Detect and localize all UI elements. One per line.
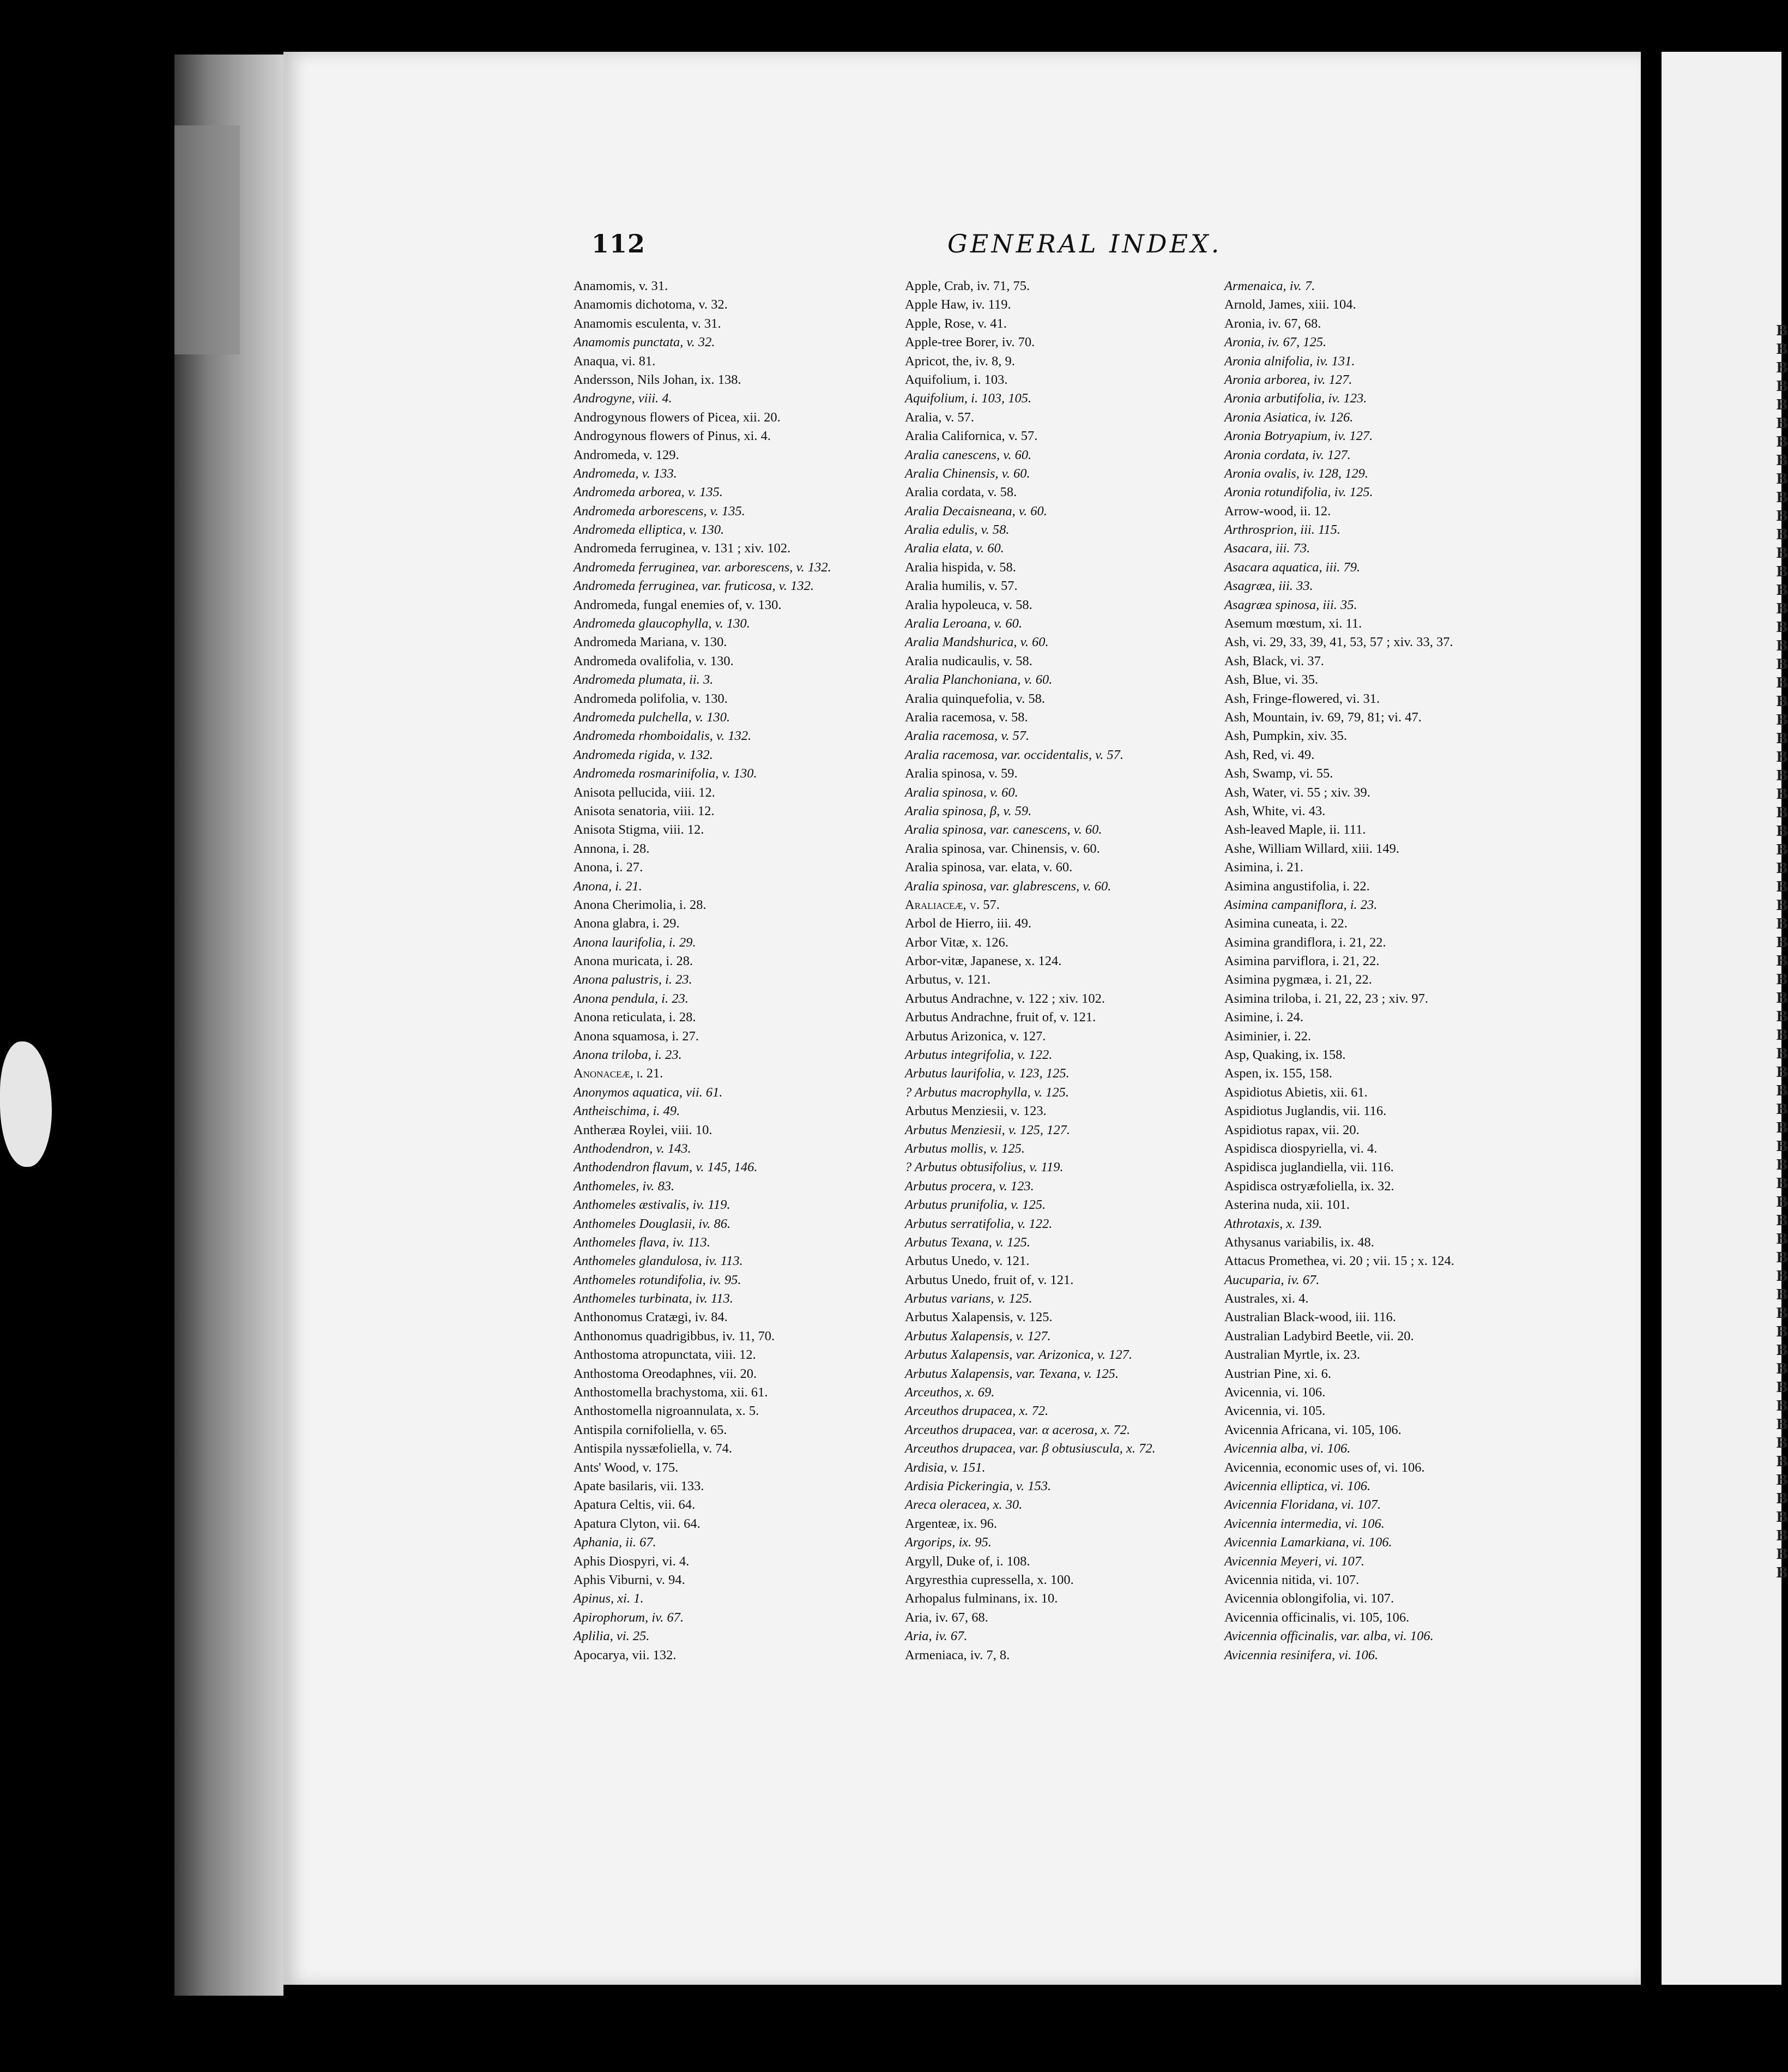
index-entry: Aronia cordata, iv. 127. <box>1224 447 1351 462</box>
index-entry: Anona, i. 21. <box>573 878 642 894</box>
index-entry: Aralia hypoleuca, v. 58. <box>905 597 1032 612</box>
index-entry: Arbutus Xalapensis, v. 125. <box>905 1310 1053 1325</box>
index-entry: Arceuthos drupacea, x. 72. <box>905 1404 1049 1419</box>
index-entry: Anthostoma Oreodaphnes, vii. 20. <box>573 1366 757 1381</box>
index-entry: Asimina parviflora, i. 21, 22. <box>1224 954 1380 969</box>
facing-page-letter: B <box>1776 378 1788 395</box>
index-entry: Arbutus prunifolia, v. 125. <box>905 1197 1046 1213</box>
index-entry: Asagræa, iii. 33. <box>1224 579 1313 594</box>
index-entry: Apricot, the, iv. 8, 9. <box>905 353 1015 369</box>
index-entry: Apple-tree Borer, iv. 70. <box>905 335 1035 350</box>
index-entry: Ash, Mountain, iv. 69, 79, 81; vi. 47. <box>1224 709 1422 725</box>
index-column-1 <box>573 277 831 1665</box>
index-entry: Aralia racemosa, var. occidentalis, v. 57. <box>905 747 1124 762</box>
facing-page-letter: B <box>1776 1454 1788 1470</box>
index-entry: Ash, Water, vi. 55 ; xiv. 39. <box>1224 785 1370 800</box>
index-entry: Asterina nuda, xii. 101. <box>1224 1197 1350 1213</box>
index-entry: Australian Ladybird Beetle, vii. 20. <box>1224 1328 1414 1344</box>
facing-page-letter: B <box>1776 694 1788 710</box>
index-entry: Apple, Crab, iv. 71, 75. <box>905 279 1030 293</box>
index-entry: Aquifolium, i. 103. <box>905 372 1008 387</box>
index-entry: Aronia, iv. 67, 68. <box>1224 316 1321 331</box>
index-entry: Anona glabra, i. 29. <box>573 916 680 931</box>
facing-page-letter: B <box>1776 1361 1788 1377</box>
index-entry: Aralia spinosa, var. elata, v. 60. <box>905 860 1073 875</box>
index-entry: Aralia Leroana, v. 60. <box>905 616 1023 631</box>
index-entry: Anthomeles Douglasii, iv. 86. <box>573 1216 731 1231</box>
index-entry: Aronia Asiatica, iv. 126. <box>1224 409 1354 425</box>
index-entry: Ashe, William Willard, xiii. 149. <box>1224 841 1400 856</box>
index-entry: Aronia ovalis, iv. 128, 129. <box>1224 466 1369 481</box>
index-entry: Ash, White, vi. 43. <box>1224 803 1326 818</box>
index-entry: Anthostomella brachystoma, xii. 61. <box>573 1385 768 1400</box>
index-entry: Avicennia elliptica, vi. 106. <box>1224 1479 1371 1493</box>
facing-page-letter: B <box>1776 1435 1788 1451</box>
facing-page-letter: B <box>1776 1268 1788 1285</box>
index-entry: Aralia Chinensis, v. 60. <box>905 466 1030 481</box>
facing-page-letter: B <box>1776 860 1788 877</box>
index-entry: Austrian Pine, xi. 6. <box>1224 1366 1331 1381</box>
index-entry: Andromeda ferruginea, v. 131 ; xiv. 102. <box>573 541 791 556</box>
index-entry: Andromeda plumata, ii. 3. <box>573 672 714 688</box>
scan-artifact <box>0 1041 52 1167</box>
index-entry: Avicennia Africana, vi. 105, 106. <box>1224 1422 1402 1437</box>
facing-page-letter: B <box>1776 1194 1788 1210</box>
facing-page-letter: B <box>1776 1287 1788 1303</box>
facing-page-letter: B <box>1776 805 1788 821</box>
index-entry: Anisota pellucida, viii. 12. <box>573 785 715 800</box>
facing-page-letter: B <box>1776 490 1788 506</box>
index-entry: Andromeda ferruginea, var. fruticosa, v. 132. <box>573 579 814 594</box>
index-entry: Avicennia oblongifolia, vi. 107. <box>1224 1591 1394 1606</box>
facing-page-edge <box>1662 52 1788 1985</box>
facing-page-letter: B <box>1776 1417 1788 1433</box>
index-entry: Athysanus variabilis, ix. 48. <box>1224 1234 1374 1250</box>
facing-page-letter: B <box>1776 916 1788 932</box>
index-entry: Ash, Red, vi. 49. <box>1224 747 1315 762</box>
index-entry: Aralia racemosa, v. 58. <box>905 709 1028 725</box>
facing-page-letter: B <box>1776 898 1788 914</box>
index-entry: Ash, Pumpkin, xiv. 35. <box>1224 728 1348 744</box>
index-entry: Apple, Rose, v. 41. <box>905 316 1007 331</box>
index-entry: Andromeda glaucophylla, v. 130. <box>573 616 750 631</box>
index-entry: Australian Black-wood, iii. 116. <box>1224 1310 1396 1325</box>
index-entry: Anthomeles turbinata, iv. 113. <box>573 1291 734 1306</box>
index-entry: Anona laurifolia, i. 29. <box>573 935 696 950</box>
index-entry: Aplilia, vi. 25. <box>573 1629 650 1644</box>
index-entry: Avicennia officinalis, var. alba, vi. 106. <box>1224 1629 1434 1644</box>
facing-page-letter: B <box>1776 434 1788 450</box>
index-entry: Asimina, i. 21. <box>1224 860 1303 875</box>
facing-page-letter: B <box>1776 953 1788 969</box>
index-entry: Aspen, ix. 155, 158. <box>1224 1066 1333 1081</box>
index-entry: Armeniaca, iv. 7, 8. <box>905 1647 1010 1663</box>
index-entry: Aronia arborea, iv. 127. <box>1224 372 1352 387</box>
index-entry: Arbutus Menziesii, v. 123. <box>905 1104 1047 1119</box>
index-entry: Apatura Celtis, vii. 64. <box>573 1497 696 1513</box>
index-entry: Antheræa Roylei, viii. 10. <box>573 1122 712 1137</box>
index-entry: Ash, Blue, vi. 35. <box>1224 672 1319 688</box>
index-entry: Apocarya, vii. 132. <box>573 1647 676 1663</box>
facing-page-letter: B <box>1776 1565 1788 1581</box>
index-entry: Aucuparia, iv. 67. <box>1224 1272 1320 1287</box>
index-entry: Arbutus Menziesii, v. 125, 127. <box>905 1122 1071 1137</box>
index-entry: Aralia Decaisneana, v. 60. <box>905 503 1047 519</box>
index-entry: Anthomeles glandulosa, iv. 113. <box>573 1254 743 1269</box>
index-entry: Asimina campaniflora, i. 23. <box>1224 897 1378 912</box>
index-entry: Avicennia intermedia, vi. 106. <box>1224 1516 1385 1531</box>
index-entry: Aspidiotus rapax, vii. 20. <box>1224 1122 1360 1137</box>
index-entry: Andromeda ovalifolia, v. 130. <box>573 653 734 668</box>
index-entry: Andromeda, v. 133. <box>573 466 677 481</box>
index-entry: Arbutus Xalapensis, v. 127. <box>905 1328 1051 1344</box>
index-entry: Arbutus Xalapensis, var. Texana, v. 125. <box>905 1366 1119 1381</box>
index-entry: Ash, Black, vi. 37. <box>1224 653 1325 668</box>
facing-page-letter: B <box>1776 1380 1788 1396</box>
facing-page-letter: B <box>1776 1324 1788 1340</box>
index-entry: Anamomis, v. 31. <box>573 279 668 293</box>
index-entry: Aralia, v. 57. <box>905 409 974 425</box>
index-entry: Aria, iv. 67, 68. <box>905 1610 988 1625</box>
index-entry: Avicennia Meyeri, vi. 107. <box>1224 1553 1365 1569</box>
index-entry: Arbor Vitæ, x. 126. <box>905 935 1008 950</box>
index-entry: Asimina triloba, i. 21, 22, 23 ; xiv. 97. <box>1224 991 1429 1006</box>
index-entry: ? Arbutus obtusifolius, v. 119. <box>905 1160 1064 1175</box>
facing-page-letter: B <box>1776 471 1788 487</box>
index-entry: Anthomeles rotundifolia, iv. 95. <box>573 1272 741 1287</box>
index-entry: Anthostoma atropunctata, viii. 12. <box>573 1347 756 1363</box>
index-entry: Anona reticulata, i. 28. <box>573 1010 696 1025</box>
index-entry: Avicennia, vi. 105. <box>1224 1404 1326 1419</box>
facing-page-letter: B <box>1776 1342 1788 1359</box>
index-entry: Anona squamosa, i. 27. <box>573 1028 699 1044</box>
facing-page-letter: B <box>1776 415 1788 432</box>
facing-page-letter: B <box>1776 564 1788 580</box>
facing-page-letter: B <box>1776 786 1788 803</box>
spine-shadow <box>174 125 240 354</box>
index-entry: Anona Cherimolia, i. 28. <box>573 897 706 912</box>
index-entry: Aralia Californica, v. 57. <box>905 429 1038 444</box>
facing-page-letter: B <box>1776 1305 1788 1322</box>
index-entry: Anamomis dichotoma, v. 32. <box>573 297 728 312</box>
index-entry: Anona palustris, i. 23. <box>573 972 692 987</box>
index-entry: Arbor-vitæ, Japanese, x. 124. <box>905 954 1062 969</box>
index-entry: Arthrosprion, iii. 115. <box>1224 522 1341 538</box>
facing-page-letter: B <box>1776 768 1788 784</box>
index-entry: Avicennia, vi. 106. <box>1224 1385 1326 1400</box>
index-entry: Arceuthos drupacea, var. β obtusiuscula, x. 72. <box>905 1441 1156 1456</box>
index-entry: Andersson, Nils Johan, ix. 138. <box>573 372 741 387</box>
index-entry: Andromeda ferruginea, var. arborescens, v. 132. <box>573 559 831 575</box>
index-entry: Aquifolium, i. 103, 105. <box>905 391 1032 406</box>
facing-page-letter: B <box>1776 1213 1788 1229</box>
index-entry: Aralia spinosa, β, v. 59. <box>905 803 1032 818</box>
index-entry: Asacara aquatica, iii. 79. <box>1224 559 1361 575</box>
index-entry: Arbutus serratifolia, v. 122. <box>905 1216 1053 1231</box>
index-entry: Avicennia nitida, vi. 107. <box>1224 1572 1360 1587</box>
facing-page-letter: B <box>1776 619 1788 636</box>
index-entry: Aspidiotus Abietis, xii. 61. <box>1224 1085 1368 1100</box>
index-entry: Apirophorum, iv. 67. <box>573 1610 684 1625</box>
index-entry: Antispila nyssæfoliella, v. 74. <box>573 1441 733 1456</box>
index-entry: Ash, Swamp, vi. 55. <box>1224 766 1333 781</box>
facing-page-letter: B <box>1776 1157 1788 1173</box>
index-entry: Ash, Fringe-flowered, vi. 31. <box>1224 691 1380 706</box>
index-entry: Andromeda rhomboidalis, v. 132. <box>573 728 752 744</box>
index-entry: Avicennia alba, vi. 106. <box>1224 1441 1351 1456</box>
index-entry: Avicennia Floridana, vi. 107. <box>1224 1497 1381 1513</box>
index-entry: Andromeda elliptica, v. 130. <box>573 522 724 538</box>
index-entry: Aralia cordata, v. 58. <box>905 485 1017 500</box>
facing-page-letter: B <box>1776 1064 1788 1081</box>
index-entry: Anisota senatoria, viii. 12. <box>573 803 715 818</box>
index-entry: Aralia spinosa, v. 59. <box>905 766 1018 781</box>
index-entry: Aralia humilis, v. 57. <box>905 579 1018 594</box>
index-entry: Arbutus procera, v. 123. <box>905 1178 1034 1194</box>
index-entry: Asacara, iii. 73. <box>1224 541 1310 556</box>
index-entry: Australes, xi. 4. <box>1224 1291 1309 1306</box>
facing-page-letter: B <box>1776 1139 1788 1155</box>
facing-page-letter: B <box>1776 990 1788 1007</box>
index-entry: Arbutus, v. 121. <box>905 972 990 987</box>
index-entry: Anthodendron, v. 143. <box>573 1141 691 1156</box>
facing-page-letter: B <box>1776 1472 1788 1489</box>
index-entry: Anamomis esculenta, v. 31. <box>573 316 721 331</box>
index-entry: Anthostomella nigroannulata, x. 5. <box>573 1404 759 1419</box>
index-entry: Avicennia officinalis, vi. 105, 106. <box>1224 1610 1410 1625</box>
index-entry: Anthodendron flavum, v. 145, 146. <box>573 1160 758 1175</box>
index-entry: Aralia Planchoniana, v. 60. <box>905 672 1053 688</box>
index-entry: Apple Haw, iv. 119. <box>905 297 1011 312</box>
index-entry: Apate basilaris, vii. 133. <box>573 1479 704 1493</box>
index-entry: Argyresthia cupressella, x. 100. <box>905 1572 1074 1587</box>
index-entry: Androgyne, viii. 4. <box>573 391 672 406</box>
index-entry: Aralia canescens, v. 60. <box>905 447 1032 462</box>
facing-page-letter: B <box>1776 823 1788 840</box>
index-entry: Arbutus Unedo, v. 121. <box>905 1254 1030 1269</box>
index-entry: Attacus Promethea, vi. 20 ; vii. 15 ; x. 124. <box>1224 1254 1454 1269</box>
index-entry: Anonaceæ, i. 21. <box>573 1066 663 1081</box>
index-entry: Areca oleracea, x. 30. <box>905 1497 1023 1513</box>
facing-page-letter: B <box>1776 1398 1788 1414</box>
index-entry: Asiminier, i. 22. <box>1224 1028 1311 1044</box>
index-entry: Arbol de Hierro, iii. 49. <box>905 916 1032 931</box>
facing-page-letters <box>1776 322 1788 1582</box>
index-entry: Ants' Wood, v. 175. <box>573 1460 679 1475</box>
index-entry: Argyll, Duke of, i. 108. <box>905 1553 1030 1569</box>
index-entry: Asagræa spinosa, iii. 35. <box>1224 597 1357 612</box>
index-entry: Arbutus Unedo, fruit of, v. 121. <box>905 1272 1074 1287</box>
index-entry: Androgynous flowers of Picea, xii. 20. <box>573 409 781 425</box>
index-entry: Aralia nudicaulis, v. 58. <box>905 653 1032 668</box>
index-entry: Aralia Mandshurica, v. 60. <box>905 635 1049 650</box>
facing-page-letter: B <box>1776 1083 1788 1099</box>
page-number: 112 <box>591 229 646 258</box>
index-entry: Aralia spinosa, var. canescens, v. 60. <box>905 822 1102 838</box>
facing-page-letter: B <box>1776 656 1788 673</box>
index-entry: Anisota Stigma, viii. 12. <box>573 822 704 838</box>
index-entry: Aronia rotundifolia, iv. 125. <box>1224 485 1373 500</box>
index-entry: Aronia arbutifolia, iv. 123. <box>1224 391 1367 406</box>
index-entry: Apatura Clyton, vii. 64. <box>573 1516 700 1531</box>
index-entry: Arnold, James, xiii. 104. <box>1224 297 1356 312</box>
index-entry: Aralia spinosa, v. 60. <box>905 785 1018 800</box>
index-entry: Arbutus integrifolia, v. 122. <box>905 1047 1053 1063</box>
facing-page-letter: B <box>1776 1120 1788 1136</box>
facing-page-letter: B <box>1776 879 1788 895</box>
index-entry: Annona, i. 28. <box>573 841 650 856</box>
facing-page-letter: B <box>1776 712 1788 728</box>
index-entry: Arrow-wood, ii. 12. <box>1224 503 1331 519</box>
index-entry: Arbutus Andrachne, v. 122 ; xiv. 102. <box>905 991 1105 1006</box>
facing-page-letter: B <box>1776 1231 1788 1248</box>
facing-page-letter: B <box>1776 360 1788 376</box>
index-entry: Aphis Viburni, v. 94. <box>573 1572 685 1587</box>
index-entry: Anona triloba, i. 23. <box>573 1047 682 1063</box>
facing-page-letter: B <box>1776 1101 1788 1118</box>
facing-page-letter: B <box>1776 731 1788 747</box>
facing-page-letter: B <box>1776 1009 1788 1025</box>
index-entry: Asemum mœstum, xi. 11. <box>1224 616 1362 631</box>
index-entry: Apinus, xi. 1. <box>573 1591 644 1606</box>
index-entry: Anamomis punctata, v. 32. <box>573 335 715 350</box>
index-entry: Athrotaxis, x. 139. <box>1224 1216 1322 1231</box>
index-entry: Aralia quinquefolia, v. 58. <box>905 691 1045 706</box>
index-entry: Aspidisca juglandiella, vii. 116. <box>1224 1160 1394 1175</box>
index-entry: Argorips, ix. 95. <box>905 1535 992 1550</box>
facing-page-letter: B <box>1776 972 1788 988</box>
index-entry: Anona, i. 27. <box>573 860 643 875</box>
facing-page-letter: B <box>1776 601 1788 617</box>
index-entry: Avicennia Lamarkiana, vi. 106. <box>1224 1535 1392 1550</box>
facing-page-letter: B <box>1776 397 1788 413</box>
index-entry: Arbutus varians, v. 125. <box>905 1291 1032 1306</box>
facing-page-letter: B <box>1776 341 1788 358</box>
facing-page-letter: B <box>1776 1176 1788 1192</box>
facing-page-letter: B <box>1776 582 1788 599</box>
facing-page-letter: B <box>1776 545 1788 562</box>
facing-page-letter: B <box>1776 508 1788 525</box>
index-entry: Arbutus Texana, v. 125. <box>905 1234 1031 1250</box>
index-entry: Aralia elata, v. 60. <box>905 541 1004 556</box>
index-entry: Androgynous flowers of Pinus, xi. 4. <box>573 429 771 444</box>
index-entry: Ash, vi. 29, 33, 39, 41, 53, 57 ; xiv. 33, 37. <box>1224 635 1453 650</box>
index-entry: Anaqua, vi. 81. <box>573 353 656 369</box>
facing-page-letter: B <box>1776 1528 1788 1544</box>
index-entry: Anthonomus quadrigibbus, iv. 11, 70. <box>573 1328 775 1344</box>
index-entry: Aphania, ii. 67. <box>573 1535 656 1550</box>
index-entry: Aria, iv. 67. <box>905 1629 968 1644</box>
index-entry: Anonymos aquatica, vii. 61. <box>573 1085 723 1100</box>
index-entry: Asimina pygmæa, i. 21, 22. <box>1224 972 1372 987</box>
facing-page-letter: B <box>1776 1491 1788 1507</box>
index-entry: ? Arbutus macrophylla, v. 125. <box>905 1085 1070 1100</box>
index-entry: Asp, Quaking, ix. 158. <box>1224 1047 1346 1063</box>
index-entry: Andromeda rigida, v. 132. <box>573 747 713 762</box>
index-entry: Arbutus Xalapensis, var. Arizonica, v. 127. <box>905 1347 1132 1363</box>
index-entry: Aralia spinosa, var. Chinensis, v. 60. <box>905 841 1100 856</box>
index-entry: Anthomeles flava, iv. 113. <box>573 1234 710 1250</box>
index-entry: Ardisia Pickeringia, v. 153. <box>905 1479 1052 1493</box>
index-entry: Andromeda pulchella, v. 130. <box>573 709 730 725</box>
index-entry: Asimina grandiflora, i. 21, 22. <box>1224 935 1386 950</box>
index-entry: Anthonomus Cratægi, iv. 84. <box>573 1310 728 1325</box>
index-entry: Asimina angustifolia, i. 22. <box>1224 878 1370 894</box>
facing-page-letter: B <box>1776 323 1788 339</box>
index-column-2 <box>905 277 1156 1665</box>
index-entry: Aspidisca diospyriella, vi. 4. <box>1224 1141 1378 1156</box>
index-entry: Anona muricata, i. 28. <box>573 954 693 969</box>
index-entry: Antheischima, i. 49. <box>573 1104 680 1119</box>
index-entry: Araliaceæ, v. 57. <box>905 897 1000 912</box>
index-entry: Andromeda, v. 129. <box>573 447 679 462</box>
index-entry: Aspidiotus Juglandis, vii. 116. <box>1224 1104 1387 1119</box>
index-entry: Aronia Botryapium, iv. 127. <box>1224 429 1373 444</box>
facing-page-letter: B <box>1776 1546 1788 1563</box>
facing-page-letter: B <box>1776 527 1788 543</box>
index-entry: Andromeda arborescens, v. 135. <box>573 503 745 519</box>
index-entry: Andromeda polifolia, v. 130. <box>573 691 728 706</box>
index-entry: Andromeda, fungal enemies of, v. 130. <box>573 597 782 612</box>
index-entry: Arbutus Arizonica, v. 127. <box>905 1028 1046 1044</box>
facing-page-letter: B <box>1776 935 1788 951</box>
index-entry: Aronia alnifolia, iv. 131. <box>1224 353 1355 369</box>
index-entry: Arhopalus fulminans, ix. 10. <box>905 1591 1058 1606</box>
index-entry: Asimina cuneata, i. 22. <box>1224 916 1348 931</box>
index-entry: Avicennia, economic uses of, vi. 106. <box>1224 1460 1425 1475</box>
index-entry: Andromeda rosmarinifolia, v. 130. <box>573 766 757 781</box>
index-entry: Avicennia resinifera, vi. 106. <box>1224 1647 1379 1663</box>
index-entry: Andromeda arborea, v. 135. <box>573 485 723 500</box>
index-entry: Antispila cornifoliella, v. 65. <box>573 1422 727 1437</box>
index-entry: Ash-leaved Maple, ii. 111. <box>1224 822 1366 838</box>
index-entry: Anthomeles, iv. 83. <box>573 1178 675 1194</box>
index-entry: Arceuthos, x. 69. <box>905 1385 995 1400</box>
page-title: GENERAL INDEX. <box>947 229 1222 258</box>
index-entry: Anthomeles æstivalis, iv. 119. <box>573 1197 730 1213</box>
index-entry: Asimine, i. 24. <box>1224 1010 1303 1025</box>
index-entry: Aralia edulis, v. 58. <box>905 522 1010 538</box>
index-entry: Aralia racemosa, v. 57. <box>905 728 1030 744</box>
index-entry: Ardisia, v. 151. <box>905 1460 986 1475</box>
facing-page-letter: B <box>1776 1027 1788 1044</box>
index-entry: Aronia, iv. 67, 125. <box>1224 335 1327 350</box>
facing-page-letter: B <box>1776 749 1788 766</box>
index-entry: Arbutus Andrachne, fruit of, v. 121. <box>905 1010 1096 1025</box>
index-entry: Aralia hispida, v. 58. <box>905 559 1016 575</box>
index-entry: Arbutus laurifolia, v. 123, 125. <box>905 1066 1070 1081</box>
index-entry: Aphis Diospyri, vi. 4. <box>573 1553 690 1569</box>
facing-page-letter: B <box>1776 842 1788 858</box>
facing-page-letter: B <box>1776 1046 1788 1062</box>
index-entry: Andromeda Mariana, v. 130. <box>573 635 727 650</box>
index-entry: Armenaica, iv. 7. <box>1224 279 1315 293</box>
index-entry: Aspidisca ostryæfoliella, ix. 32. <box>1224 1178 1394 1194</box>
facing-page-letter: B <box>1776 675 1788 691</box>
facing-page-letter: B <box>1776 1509 1788 1526</box>
index-column-3 <box>1224 277 1454 1665</box>
facing-page-letter: B <box>1776 1250 1788 1266</box>
index-entry: Arceuthos drupacea, var. α acerosa, x. 72. <box>905 1422 1131 1437</box>
index-entry: Australian Myrtle, ix. 23. <box>1224 1347 1361 1363</box>
index-entry: Aralia spinosa, var. glabrescens, v. 60. <box>905 878 1112 894</box>
facing-page-letter: B <box>1776 638 1788 654</box>
facing-page-letter: B <box>1776 453 1788 469</box>
index-entry: Arbutus mollis, v. 125. <box>905 1141 1025 1156</box>
index-entry: Argenteæ, ix. 96. <box>905 1516 997 1531</box>
index-entry: Anona pendula, i. 23. <box>573 991 688 1006</box>
